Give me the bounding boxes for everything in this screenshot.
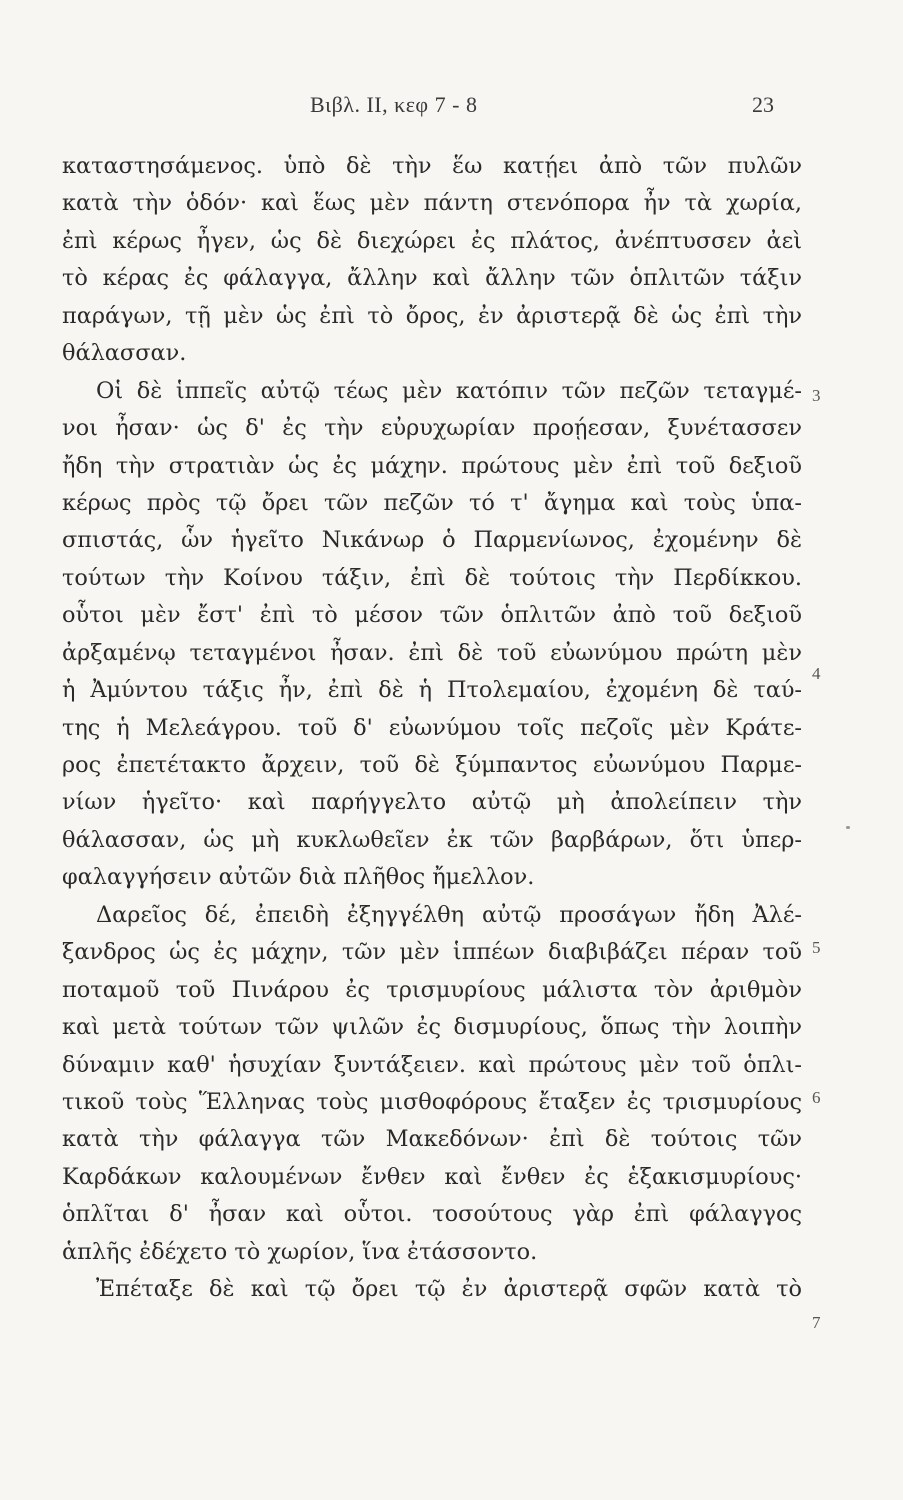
text-line: φαλαγγήσειν αὐτῶν διὰ πλῆθος ἤμελλον.: [62, 864, 535, 891]
text-line: ρος ἐπετέτακτο ἄρχειν, τοῦ δὲ ξύμπαντος εὐωνύμου Παρμε-: [62, 752, 802, 778]
paper-speck: [846, 826, 850, 829]
text-line: κέρως πρὸς τῷ ὄρει τῶν πεζῶν τό τ' ἄγημα καὶ τοὺς ὑπα-: [62, 489, 802, 516]
text-line: νοι ἦσαν· ὡς δ' ἐς τὴν εὐρυχωρίαν προῄεσαν, ξυνέτασσεν: [62, 415, 802, 442]
text-line: ἤδη τὴν στρατιὰν ὡς ἐς μάχην. πρώτους μὲν ἐπὶ τοῦ δεξιοῦ: [62, 452, 802, 479]
page-number: 23: [752, 92, 774, 117]
text-line: τὸ κέρας ἐς φάλαγγα, ἄλλην καὶ ἄλλην τῶν ὁπλιτῶν τάξιν: [62, 265, 802, 292]
text-line: ξανδρος ὡς ἐς μάχην, τῶν μὲν ἱππέων διαβιβάζει πέραν τοῦ: [62, 939, 802, 966]
text-line: θάλασσαν, ὡς μὴ κυκλωθεῖεν ἐκ τῶν βαρβάρων, ὅτι ὑπερ-: [62, 826, 802, 853]
section-number: 3: [812, 386, 821, 405]
text-line: της ἡ Μελεάγρου. τοῦ δ' εὐωνύμου τοῖς πεζοῖς μὲν Κράτε-: [62, 714, 802, 741]
section-number: 5: [812, 938, 821, 957]
body-text: [62, 148, 802, 1309]
running-title: Βιβλ. ΙΙ, κεφ 7 - 8: [310, 92, 478, 117]
text-line: τούτων τὴν Κοίνου τάξιν, ἐπὶ δὲ τούτοις τὴν Περδίκκου.: [62, 564, 802, 591]
text-line: καταστησάμενος. ὑπὸ δὲ τὴν ἕω κατῄει ἀπὸ τῶν πυλῶν: [62, 153, 802, 179]
text-line: ποταμοῦ τοῦ Πινάρου ἐς τρισμυρίους μάλιστα τὸν ἀριθμὸν: [62, 976, 802, 1003]
section-number: 6: [812, 1088, 821, 1107]
section-number: 4: [812, 664, 821, 683]
section-number: 7: [812, 1313, 821, 1332]
text-line: θάλασσαν.: [62, 340, 187, 367]
text-line: ὁπλῖται δ' ἦσαν καὶ οὗτοι. τοσούτους γὰρ ἐπὶ φάλαγγος: [62, 1201, 802, 1228]
text-line: καὶ μετὰ τούτων τῶν ψιλῶν ἐς δισμυρίους, ὅπως τὴν λοιπὴν: [62, 1014, 802, 1041]
text-line: δύναμιν καθ' ἡσυχίαν ξυντάξειεν. καὶ πρώτους μὲν τοῦ ὁπλι-: [62, 1051, 802, 1078]
text-line: σπιστάς, ὧν ἡγεῖτο Νικάνωρ ὁ Παρμενίωνος, ἐχομένην δὲ: [62, 527, 802, 554]
text-line: νίων ἡγεῖτο· καὶ παρήγγελτο αὐτῷ μὴ ἀπολείπειν τὴν: [62, 789, 802, 816]
text-line: ἐπὶ κέρως ἦγεν, ὡς δὲ διεχώρει ἐς πλάτος, ἀνέπτυσσεν ἀεὶ: [62, 227, 802, 254]
paragraph-start-line: Ἐπέταξε δὲ καὶ τῷ ὄρει τῷ ἐν ἀριστερᾷ σφῶν κατὰ τὸ: [96, 1276, 802, 1303]
paragraph-start-line: Οἱ δὲ ἱππεῖς αὐτῷ τέως μὲν κατόπιν τῶν πεζῶν τεταγμέ-: [96, 377, 802, 404]
text-line: ἀρξαμένῳ τεταγμένοι ἦσαν. ἐπὶ δὲ τοῦ εὐωνύμου πρώτη μὲν: [62, 639, 802, 666]
text-line: Καρδάκων καλουμένων ἔνθεν καὶ ἔνθεν ἐς ἑξακισμυρίους·: [62, 1163, 802, 1190]
text-line: τικοῦ τοὺς Ἕλληνας τοὺς μισθοφόρους ἔταξεν ἐς τρισμυρίους: [62, 1088, 802, 1115]
paragraph-start-line: Δαρεῖος δέ, ἐπειδὴ ἐξηγγέλθη αὐτῷ προσάγων ἤδη Ἀλέ-: [96, 901, 802, 928]
text-line: κατὰ τὴν φάλαγγα τῶν Μακεδόνων· ἐπὶ δὲ τούτοις τῶν: [62, 1126, 802, 1153]
running-head: [0, 92, 903, 122]
text-line: παράγων, τῇ μὲν ὡς ἐπὶ τὸ ὄρος, ἐν ἀριστερᾷ δὲ ὡς ἐπὶ τὴν: [62, 302, 802, 329]
text-line: ἡ Ἀμύντου τάξις ἦν, ἐπὶ δὲ ἡ Πτολεμαίου, ἐχομένη δὲ ταύ-: [62, 677, 802, 704]
text-line: ἁπλῆς ἐδέχετο τὸ χωρίον, ἵνα ἐτάσσοντο.: [62, 1238, 538, 1265]
text-line: κατὰ τὴν ὁδόν· καὶ ἕως μὲν πάντη στενόπορα ἦν τὰ χωρία,: [62, 190, 802, 217]
text-line: οὗτοι μὲν ἔστ' ἐπὶ τὸ μέσον τῶν ὁπλιτῶν ἀπὸ τοῦ δεξιοῦ: [62, 602, 802, 629]
